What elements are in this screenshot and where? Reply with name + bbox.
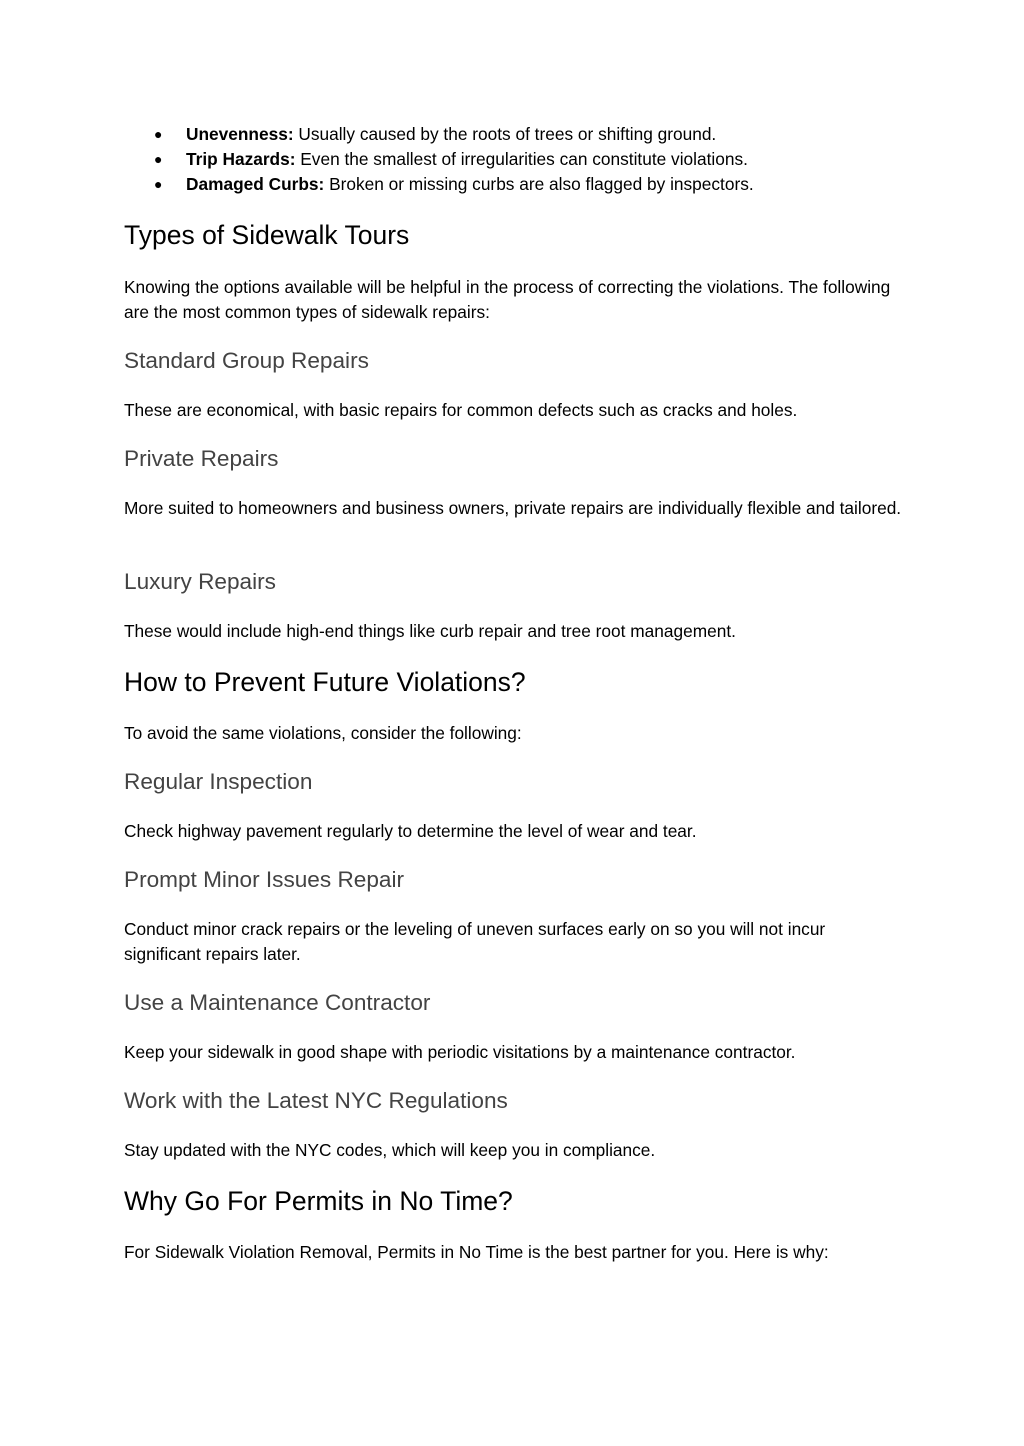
bullet-text: Broken or missing curbs are also flagged by inspectors. [324,174,754,194]
paragraph-types-intro: Knowing the options available will be helpful in the process of correcting the violations. The following are the most common types of sidewalk repairs: [124,277,891,322]
paragraph-why-intro: For Sidewalk Violation Removal, Permits in No Time is the best partner for you. Here is why: [124,1242,829,1262]
bullet-icon: ● [154,176,163,192]
heading-prevent-future-violations: How to Prevent Future Violations? [124,667,526,697]
defect-bullet-list [124,122,754,197]
heading-why-permits-in-no-time: Why Go For Permits in No Time? [124,1186,513,1216]
paragraph-regular-inspection: Check highway pavement regularly to determine the level of wear and tear. [124,821,697,841]
paragraph-prompt-minor-issues-repair: Conduct minor crack repairs or the leveling of uneven surfaces early on so you will not incur significant repairs later. [124,919,826,964]
list-item [124,172,754,197]
bullet-text: Even the smallest of irregularities can constitute violations. [295,149,748,169]
heading-regular-inspection: Regular Inspection [124,769,313,794]
bullet-term: Trip Hazards: [186,149,296,169]
heading-latest-nyc-regulations: Work with the Latest NYC Regulations [124,1088,508,1113]
heading-types-of-sidewalk-tours: Types of Sidewalk Tours [124,220,410,250]
heading-private-repairs: Private Repairs [124,446,279,471]
paragraph-latest-nyc-regulations: Stay updated with the NYC codes, which will keep you in compliance. [124,1140,656,1160]
paragraph-use-maintenance-contractor: Keep your sidewalk in good shape with periodic visitations by a maintenance contractor. [124,1042,796,1062]
bullet-term: Unevenness: [186,124,294,144]
heading-standard-group-repairs: Standard Group Repairs [124,348,369,373]
paragraph-standard-group-repairs: These are economical, with basic repairs for common defects such as cracks and holes. [124,400,798,420]
list-item [124,122,754,147]
bullet-text: Usually caused by the roots of trees or shifting ground. [293,124,717,144]
paragraph-prevent-intro: To avoid the same violations, consider the following: [124,723,522,743]
list-item [124,147,754,172]
bullet-icon: ● [154,126,163,142]
bullet-icon: ● [154,151,163,167]
heading-luxury-repairs: Luxury Repairs [124,569,276,594]
paragraph-private-repairs: More suited to homeowners and business owners, private repairs are individually flexible and tailored. [124,498,902,518]
heading-prompt-minor-issues-repair: Prompt Minor Issues Repair [124,867,405,892]
bullet-term: Damaged Curbs: [186,174,325,194]
heading-use-maintenance-contractor: Use a Maintenance Contractor [124,990,431,1015]
paragraph-luxury-repairs: These would include high-end things like curb repair and tree root management. [124,621,736,641]
